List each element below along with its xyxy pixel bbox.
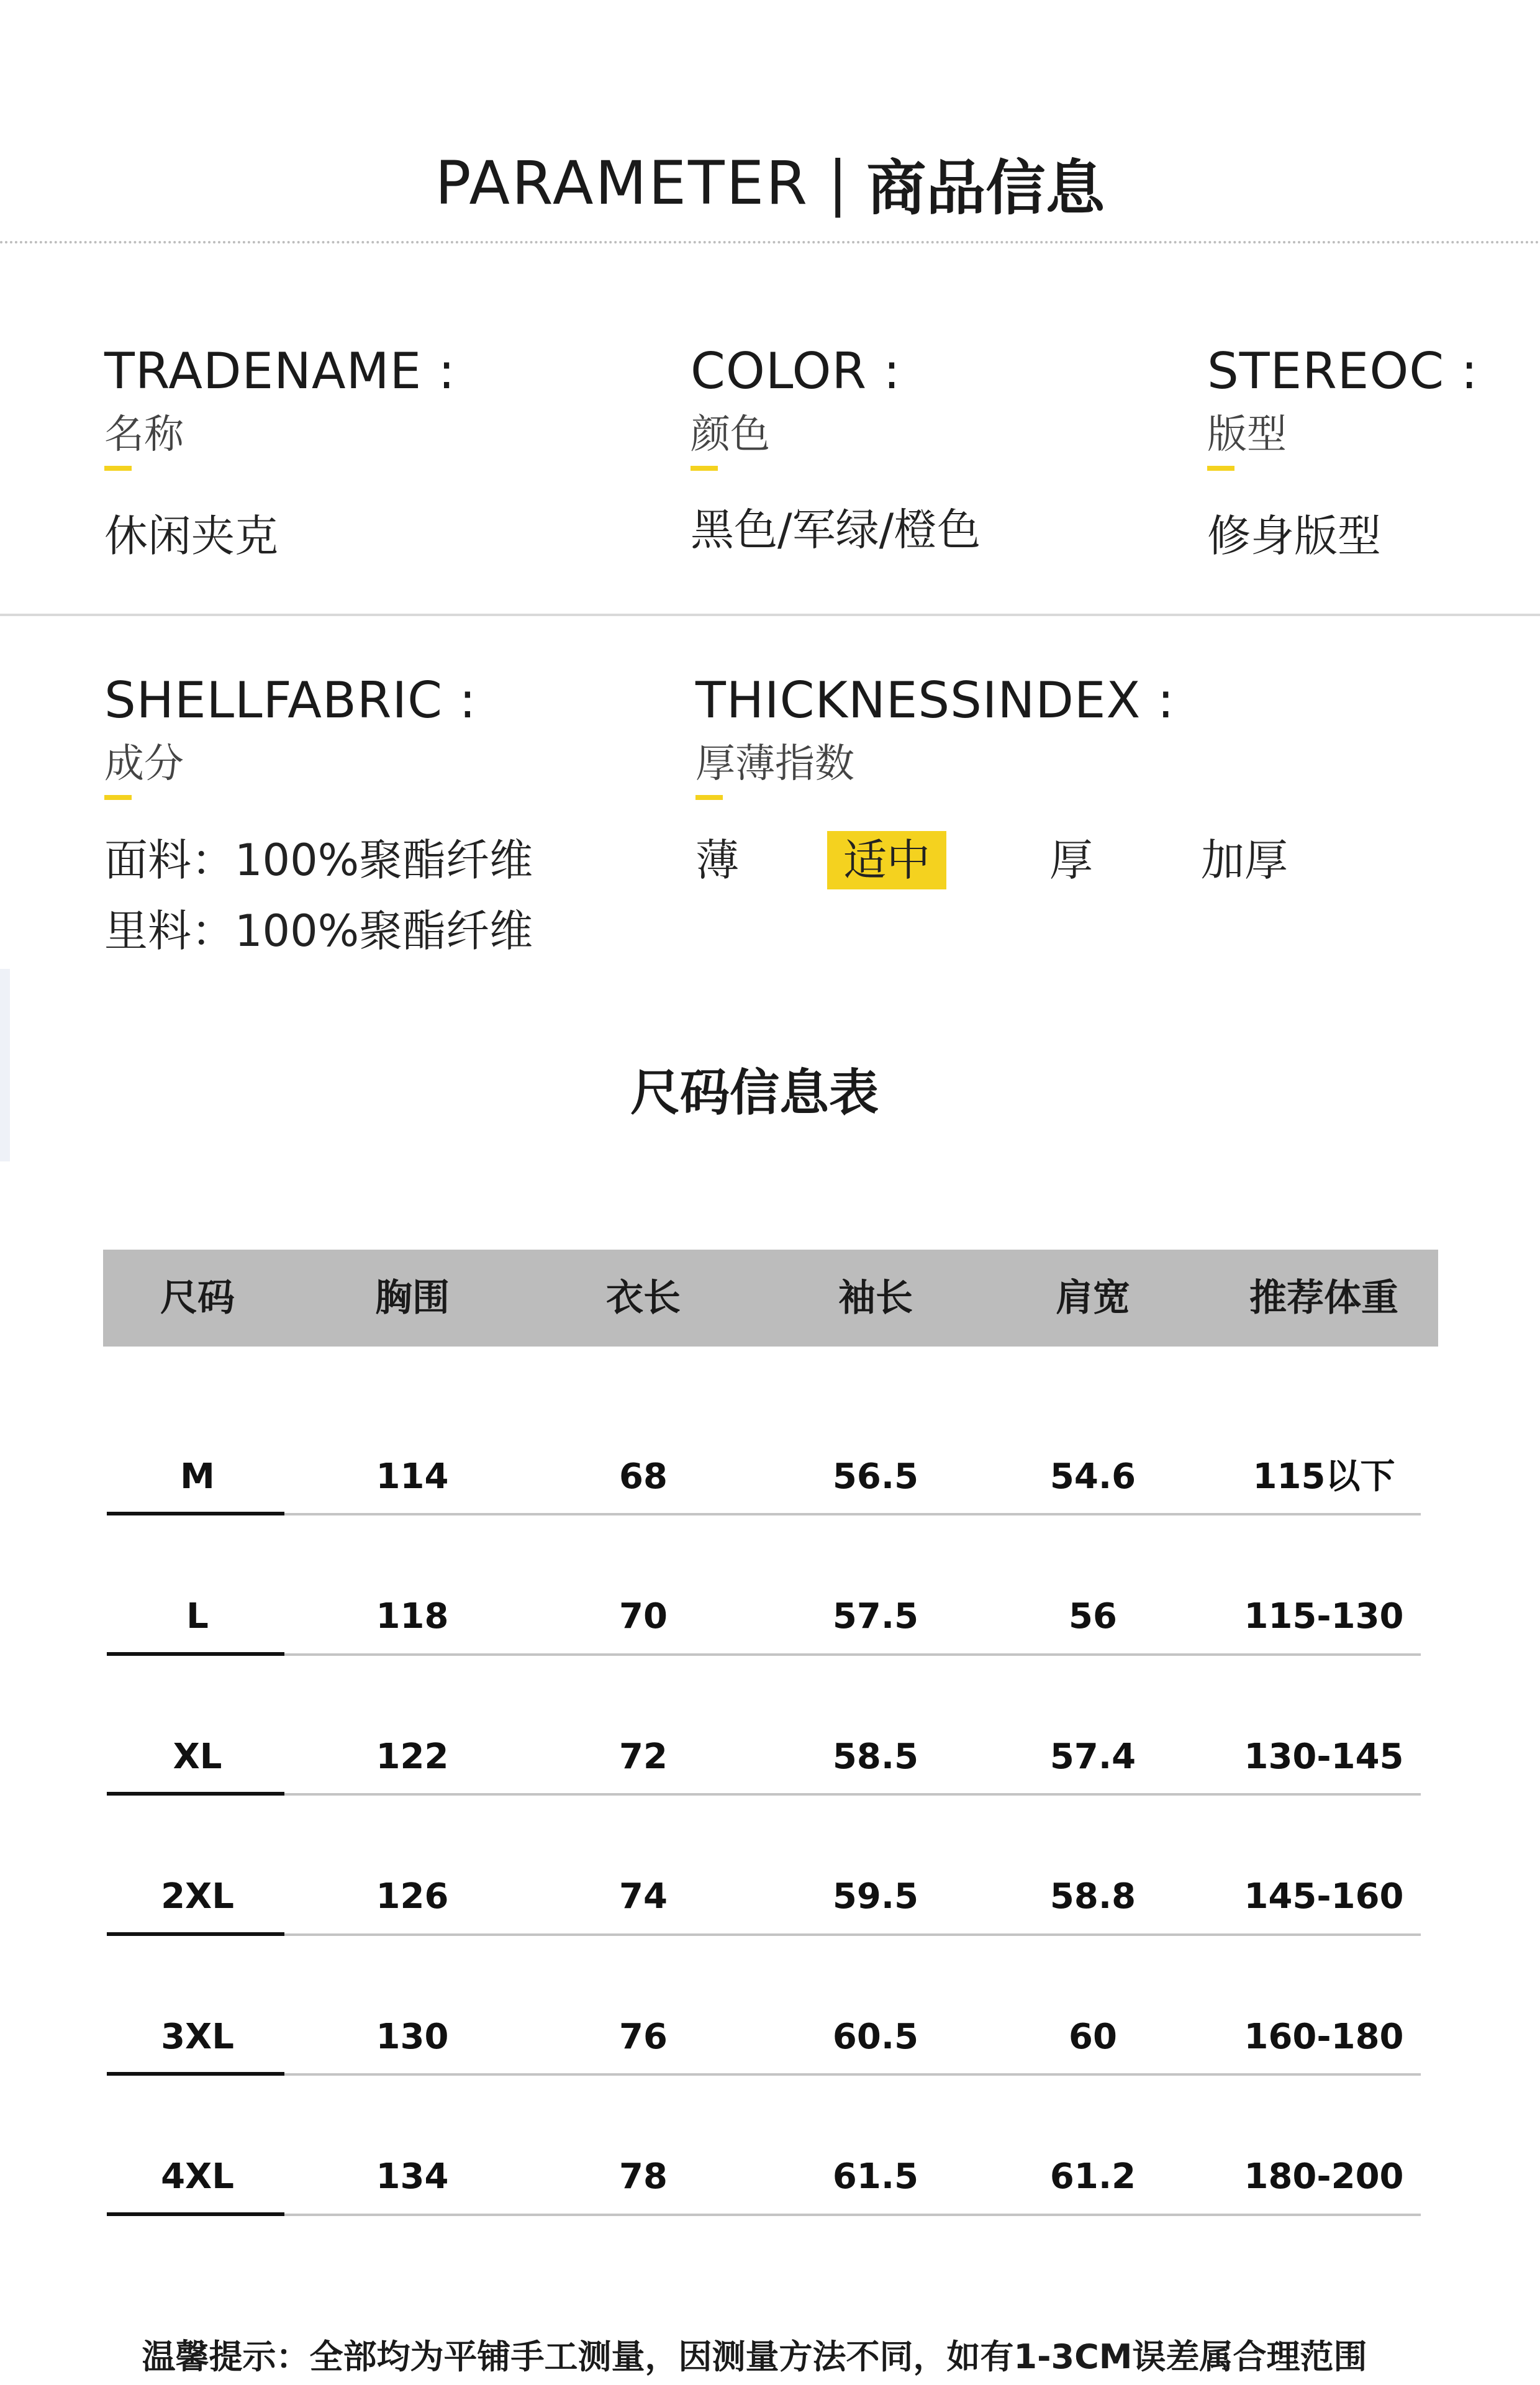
table-cell: 60 [1069, 2017, 1117, 2057]
left-edge-tab [0, 969, 10, 1161]
header-separator: | [828, 148, 848, 218]
table-cell: 57.4 [1049, 1737, 1136, 1777]
table-cell: 118 [376, 1596, 449, 1637]
table-cell: 76 [619, 2017, 668, 2057]
size-table-title: 尺码信息表 [630, 1064, 879, 1122]
column-header: 肩宽 [1056, 1276, 1130, 1320]
table-cell: 72 [619, 1737, 668, 1777]
table-cell: 115以下 [1252, 1456, 1395, 1497]
param-tradename [104, 342, 456, 561]
yellow-accent-dash [1207, 466, 1234, 471]
param-shellfabric-label-cn: 成分 [104, 741, 184, 787]
table-cell: 61.5 [832, 2156, 919, 2197]
param-thickness-label-cn: 厚薄指数 [695, 741, 854, 787]
row-divider-accent [107, 1792, 284, 1796]
table-cell: 70 [619, 1596, 668, 1637]
row-divider-accent [107, 1512, 284, 1515]
param-tradename-value: 休闲夹克 [104, 511, 278, 561]
param-color-label-en: COLOR : [691, 342, 901, 400]
yellow-accent-dash [691, 466, 718, 471]
thickness-option-thin: 薄 [695, 835, 739, 886]
table-cell: 145-160 [1244, 1876, 1404, 1917]
column-header: 袖长 [838, 1276, 913, 1320]
row-divider [107, 1793, 1421, 1796]
section-divider [0, 614, 1540, 616]
yellow-accent-dash [695, 795, 723, 800]
table-cell: 126 [376, 1876, 449, 1917]
size-label-cell: 3XL [161, 2017, 234, 2057]
size-table-header [103, 1250, 1438, 1347]
table-cell: 134 [376, 2156, 449, 2197]
table-cell: 114 [376, 1456, 449, 1497]
thickness-option-medium-selected: 适中 [827, 831, 946, 889]
table-cell: 61.2 [1049, 2156, 1136, 2197]
table-cell: 60.5 [832, 2017, 919, 2057]
table-cell: 56 [1069, 1596, 1117, 1637]
column-header: 尺码 [160, 1276, 235, 1320]
table-cell: 57.5 [832, 1596, 919, 1637]
param-stereo [1207, 342, 1479, 561]
thickness-option-thick: 厚 [1049, 835, 1093, 886]
param-color-label-cn: 颜色 [691, 412, 770, 458]
row-divider-accent [107, 1932, 284, 1936]
row-divider [107, 1933, 1421, 1936]
column-header: 推荐体重 [1249, 1276, 1398, 1320]
size-label-cell: 2XL [161, 1876, 234, 1917]
measurement-note: 温馨提示：全部均为平铺手工测量，因测量方法不同，如有1-3CM误差属合理范围 [142, 2337, 1367, 2376]
header-title-cn: 商品信息 [866, 153, 1105, 223]
table-cell: 54.6 [1049, 1456, 1136, 1497]
row-divider-accent [107, 2072, 284, 2076]
param-tradename-label-cn: 名称 [104, 412, 184, 458]
table-cell: 78 [619, 2156, 668, 2197]
row-divider [107, 2073, 1421, 2076]
table-cell: 56.5 [832, 1456, 919, 1497]
header-title-en: PARAMETER [435, 148, 810, 218]
column-header: 衣长 [606, 1276, 681, 1320]
page-header [0, 137, 1540, 230]
table-cell: 58.8 [1049, 1876, 1136, 1917]
table-cell: 58.5 [832, 1737, 919, 1777]
table-cell: 74 [619, 1876, 668, 1917]
param-stereo-label-en: STEREOC : [1207, 342, 1479, 400]
row-divider [107, 2214, 1421, 2216]
row-divider [107, 1513, 1421, 1515]
size-label-cell: M [180, 1456, 215, 1497]
table-cell: 180-200 [1244, 2156, 1404, 2197]
size-label-cell: L [186, 1596, 209, 1637]
param-tradename-label-en: TRADENAME : [104, 342, 456, 400]
table-cell: 122 [376, 1737, 449, 1777]
param-shellfabric-label-en: SHELLFABRIC : [104, 671, 477, 729]
fabric-line-lining: 里料：100%聚酯纤维 [104, 906, 533, 956]
row-divider-accent [107, 1652, 284, 1656]
param-color [691, 342, 981, 555]
param-stereo-value: 修身版型 [1207, 511, 1381, 561]
size-label-cell: 4XL [161, 2156, 234, 2197]
param-thickness [695, 671, 1175, 800]
column-header: 胸围 [375, 1276, 450, 1320]
table-cell: 68 [619, 1456, 668, 1497]
table-cell: 130-145 [1244, 1737, 1404, 1777]
row-divider-accent [107, 2212, 284, 2216]
param-stereo-label-cn: 版型 [1207, 412, 1287, 458]
table-cell: 130 [376, 2017, 449, 2057]
fabric-line-outer: 面料：100%聚酯纤维 [104, 835, 533, 886]
yellow-accent-dash [104, 795, 132, 800]
row-divider [107, 1653, 1421, 1656]
size-label-cell: XL [173, 1737, 222, 1777]
yellow-accent-dash [104, 466, 132, 471]
thickness-option-extra-thick: 加厚 [1201, 835, 1288, 886]
param-shellfabric [104, 671, 477, 800]
table-cell: 160-180 [1244, 2017, 1404, 2057]
param-color-value: 黑色/军绿/橙色 [691, 504, 981, 555]
table-cell: 59.5 [832, 1876, 919, 1917]
table-cell: 115-130 [1244, 1596, 1404, 1637]
param-thickness-label-en: THICKNESSINDEX : [695, 671, 1175, 729]
header-divider [0, 241, 1540, 243]
